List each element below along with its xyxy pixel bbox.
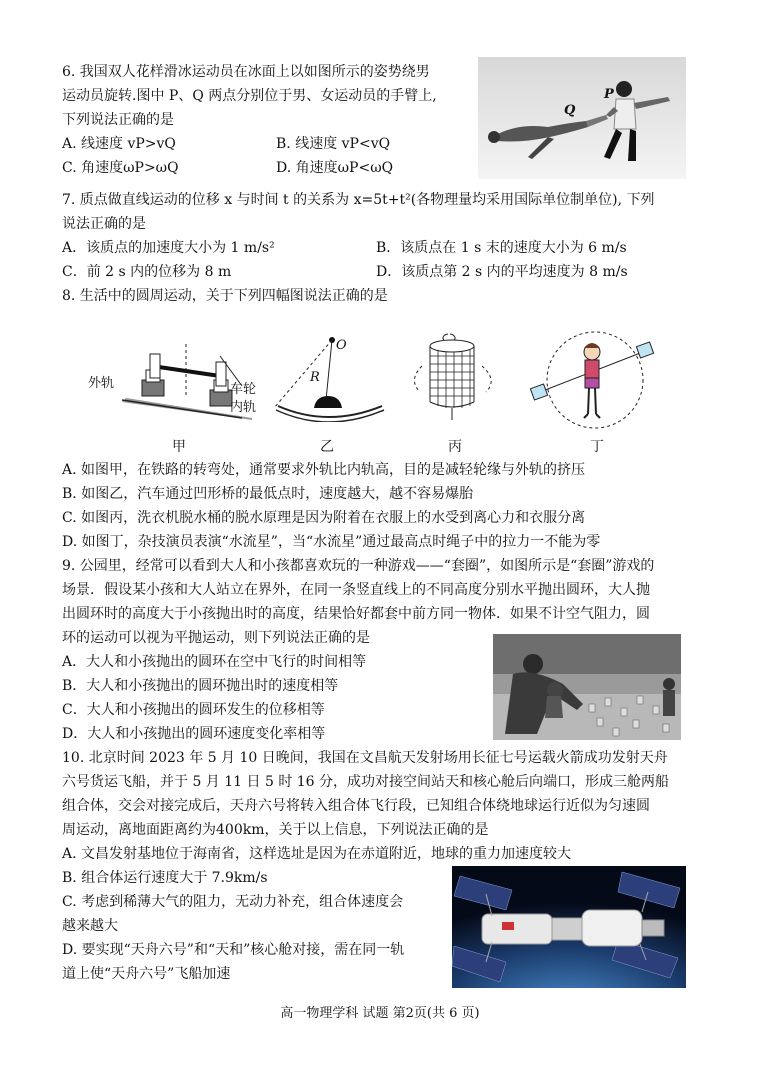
q9-option-b: B．大人和小孩抛出的圆环抛出时的速度相等 <box>62 678 339 694</box>
point-p-label: P <box>604 87 614 102</box>
figure-yi-concave-bridge <box>270 330 390 422</box>
caption-jia: 甲 <box>172 439 186 455</box>
radius-r-label: R <box>310 370 320 385</box>
q6-option-d: D. 角速度ωP<ωQ <box>276 160 394 176</box>
q9-line-4: 环的运动可以视为平抛运动，则下列说法正确的是 <box>62 630 370 646</box>
q8-line-1: 8. 生活中的圆周运动，关于下列四幅图说法正确的是 <box>62 288 388 304</box>
q9-option-d: D．大人和小孩抛出的圆环速度变化率相等 <box>62 726 326 742</box>
q6-option-c: C. 角速度ωP>ωQ <box>62 160 179 176</box>
point-q-label: Q <box>564 103 576 118</box>
caption-bing: 丙 <box>448 439 462 455</box>
q6-line-3: 下列说法正确的是 <box>62 112 174 128</box>
q9-option-a: A．大人和小孩抛出的圆环在空中飞行的时间相等 <box>62 654 367 670</box>
q9-line-3: 出圆环时的高度大于小孩抛出时的高度，结果恰好都套中前方同一物体．如果不计空气阻力，圆 <box>62 606 650 622</box>
inner-rail-label: 内轨 <box>230 400 257 415</box>
wheel-label: 车轮 <box>230 382 257 397</box>
q9-line-1: 9. 公园里，经常可以看到大人和小孩都喜欢玩的一种游戏——“套圈”，如图所示是“套圈”游戏的 <box>62 558 655 574</box>
q6-option-a: A. 线速度 vP>vQ <box>62 136 176 152</box>
skating-photo <box>478 57 686 179</box>
figure-jia-railway <box>88 340 262 420</box>
figure-ding-water-meteor <box>530 330 660 430</box>
outer-rail-label: 外轨 <box>88 376 115 391</box>
q7-option-d: D．该质点第 2 s 内的平均速度为 8 m/s <box>376 264 628 280</box>
figure-bing-spin-dryer <box>398 330 508 420</box>
q10-option-b: B. 组合体运行速度大于 7.9km/s <box>62 870 268 886</box>
q10-option-c-line-1: C. 考虑到稀薄大气的阻力，无动力补充，组合体速度会 <box>62 894 404 910</box>
q9-line-2: 场景．假设某小孩和大人站立在界外，在同一条竖直线上的不同高度分别水平抛出圆环，大人抛 <box>62 582 650 598</box>
center-o-label: O <box>336 338 347 353</box>
q10-option-d-line-1: D. 要实现“天舟六号”和“天和”核心舱对接，需在同一轨 <box>62 942 405 958</box>
caption-yi: 乙 <box>320 439 334 455</box>
q7-option-b: B．该质点在 1 s 末的速度大小为 6 m/s <box>376 240 627 256</box>
q6-option-b: B. 线速度 vP<vQ <box>276 136 391 152</box>
q9-option-c: C．大人和小孩抛出的圆环发生的位移相等 <box>62 702 325 718</box>
ring-toss-photo <box>493 634 681 740</box>
q7-option-a: A．该质点的加速度大小为 1 m/s² <box>62 240 275 256</box>
page-footer: 高一物理学科 试题 第2页(共 6 页) <box>280 1006 480 1021</box>
q7-option-c: C．前 2 s 内的位移为 8 m <box>62 264 232 280</box>
q10-option-d-line-2: 道上使“天舟六号”飞船加速 <box>62 966 231 982</box>
q10-line-3: 组合体，交会对接完成后，天舟六号将转入组合体飞行段，已知组合体绕地球运行近似为匀速圆 <box>62 798 650 814</box>
q8-option-d: D. 如图丁，杂技演员表演“水流星”，当“水流星”通过最高点时绳子中的拉力一不能为零 <box>62 534 601 550</box>
q8-option-a: A. 如图甲，在铁路的转弯处，通常要求外轨比内轨高，目的是减轻轮缘与外轨的挤压 <box>62 462 586 478</box>
q10-option-a: A. 文昌发射基地位于海南省，这样选址是因为在赤道附近，地球的重力加速度较大 <box>62 846 572 862</box>
q8-option-c: C. 如图丙，洗衣机脱水桶的脱水原理是因为附着在衣服上的水受到离心力和衣服分离 <box>62 510 586 526</box>
q7-line-1: 7. 质点做直线运动的位移 x 与时间 t 的关系为 x=5t+t²(各物理量均采用国际单位制单位), 下列 <box>62 192 655 208</box>
caption-ding: 丁 <box>590 439 604 455</box>
space-station-photo <box>452 866 686 988</box>
q10-line-1: 10. 北京时间 2023 年 5 月 10 日晚间，我国在文昌航天发射场用长征七号运载火箭成功发射天舟 <box>62 750 668 766</box>
q6-line-1: 6. 我国双人花样滑冰运动员在冰面上以如图所示的姿势绕男 <box>62 64 430 80</box>
q7-line-2: 说法正确的是 <box>62 216 146 232</box>
q10-line-4: 周运动，离地面距离约为400km，关于以上信息，下列说法正确的是 <box>62 822 489 838</box>
q6-line-2: 运动员旋转.图中 P、Q 两点分别位于男、女运动员的手臂上, <box>62 88 437 104</box>
q10-option-c-line-2: 越来越大 <box>62 918 118 934</box>
q10-line-2: 六号货运飞船，并于 5 月 11 日 5 时 16 分，成功对接空间站天和核心舱后向端口，形成三舱两船 <box>62 774 670 790</box>
q8-option-b: B. 如图乙，汽车通过凹形桥的最低点时，速度越大，越不容易爆胎 <box>62 486 474 502</box>
